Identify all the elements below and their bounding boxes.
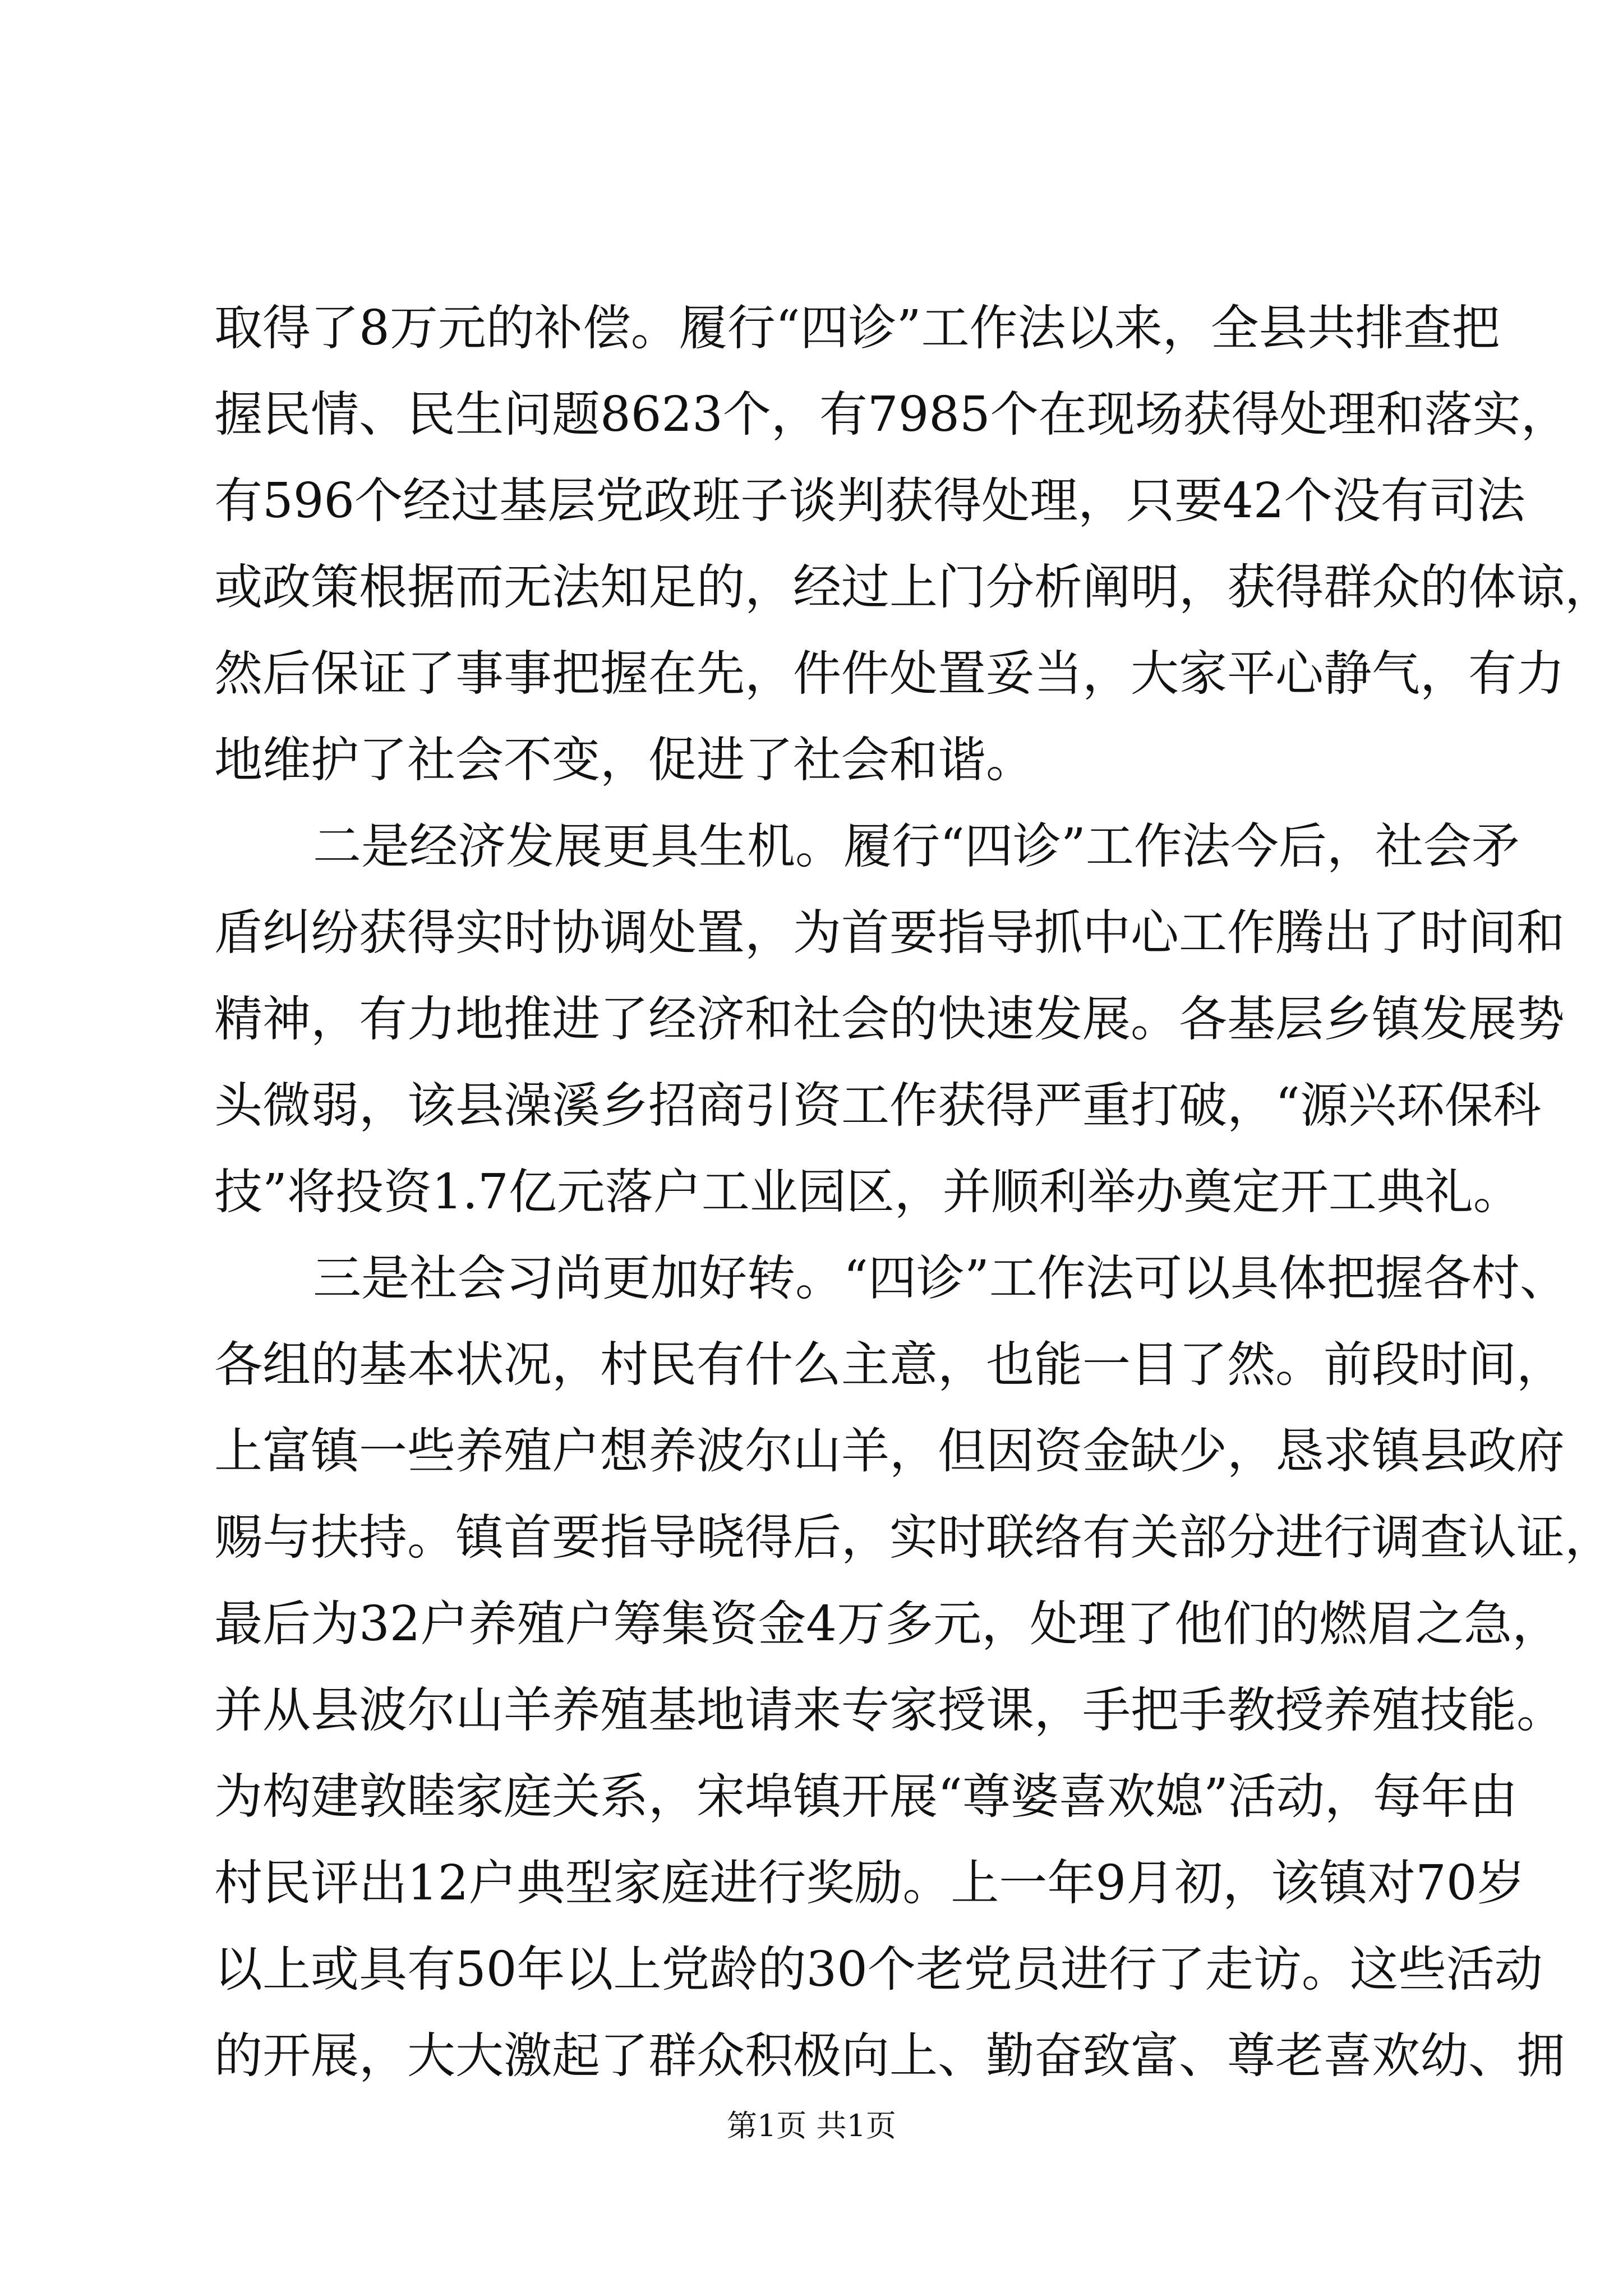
paragraph-3-line-10: 的开展，大大激起了群众积极向上、勤奋致富、尊老喜欢幼、拥 <box>214 2028 1565 2084</box>
paragraph-2-line-4: 头微弱，该县澡溪乡招商引资工作获得严重打破，“源兴环保科 <box>214 1078 1541 1134</box>
paragraph-2-line-2: 盾纠纷获得实时协调处置，为首要指导抓中心工作腾出了时间和 <box>214 905 1565 961</box>
paragraph-3-line-4: 赐与扶持。镇首要指导晓得后，实时联络有关部分进行调查认证， <box>214 1510 1613 1566</box>
paragraph-2-line-3: 精神，有力地推进了经济和社会的快速发展。各基层乡镇发展势 <box>214 991 1565 1047</box>
paragraph-3-line-7: 为构建敦睦家庭关系，宋埠镇开展“尊婆喜欢媳”活动，每年由 <box>214 1769 1518 1825</box>
paragraph-1-line-1: 取得了8万元的补偿。履行“四诊”工作法以来，全县共排查把 <box>214 300 1500 356</box>
paragraph-3-line-1: 三是社会习尚更加好转。“四诊”工作法可以具体把握各村、 <box>313 1250 1568 1306</box>
paragraph-2-line-5: 技”将投资1.7亿元落户工业园区，并顺利举办奠定开工典礼。 <box>214 1164 1521 1220</box>
paragraph-1-line-6: 地维护了社会不变，促进了社会和谐。 <box>214 732 1034 788</box>
paragraph-1-line-4: 或政策根据而无法知足的，经过上门分析阐明，获得群众的体谅， <box>214 559 1613 615</box>
paragraph-3-line-3: 上富镇一些养殖户想养波尔山羊，但因资金缺少，恳求镇县政府 <box>214 1423 1565 1479</box>
page-footer: 第1页 共1页 <box>727 2108 896 2143</box>
paragraph-3-line-5: 最后为32户养殖户筹集资金4万多元，处理了他们的燃眉之急， <box>214 1596 1561 1652</box>
paragraph-2-line-1: 二是经济发展更具生机。履行“四诊”工作法今后，社会矛 <box>313 818 1520 875</box>
paragraph-3-line-8: 村民评出12户典型家庭进行奖励。上一年9月初，该镇对70岁 <box>214 1855 1525 1911</box>
paragraph-3-line-2: 各组的基本状况，村民有什么主意，也能一目了然。前段时间， <box>214 1337 1565 1393</box>
paragraph-1-line-3: 有596个经过基层党政班子谈判获得处理，只要42个没有司法 <box>214 473 1525 529</box>
paragraph-3-line-9: 以上或具有50年以上党龄的30个老党员进行了走访。这些活动 <box>214 1941 1543 1998</box>
paragraph-1-line-2: 握民情、民生问题8623个，有7985个在现场获得处理和落实， <box>214 386 1569 443</box>
paragraph-1-line-5: 然后保证了事事把握在先，件件处置妥当，大家平心静气，有力 <box>214 646 1565 702</box>
paragraph-3-line-6: 并从县波尔山羊养殖基地请来专家授课，手把手教授养殖技能。 <box>214 1682 1565 1738</box>
